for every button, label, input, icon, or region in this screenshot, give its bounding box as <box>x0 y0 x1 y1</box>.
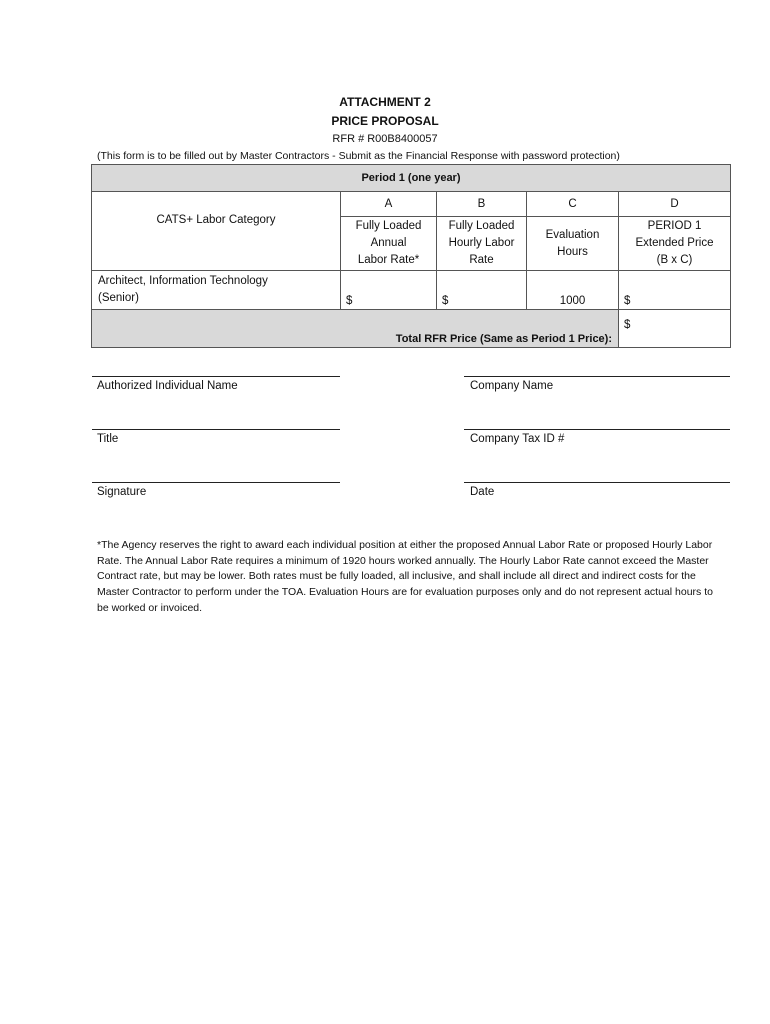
company-name-label: Company Name <box>470 380 554 392</box>
labor-category-line2: (Senior) <box>98 292 139 304</box>
attachment-title: ATTACHMENT 2 <box>339 95 431 109</box>
instructions-text: (This form is to be filled out by Master Contractors - Submit as the Financial Response with password protection) <box>97 150 620 162</box>
annual-rate-field[interactable]: $ <box>341 271 437 310</box>
col-a-letter: A <box>341 192 437 217</box>
labor-category-line1: Architect, Information Technology <box>98 275 268 287</box>
col-a-header-line2: Annual <box>370 237 407 249</box>
col-c-letter: C <box>527 192 619 217</box>
authorized-name-label: Authorized Individual Name <box>97 380 238 392</box>
tax-id-label: Company Tax ID # <box>470 433 565 445</box>
col-a-header <box>341 217 437 271</box>
title-label: Title <box>97 433 119 445</box>
signature-line[interactable] <box>92 482 340 483</box>
table-row <box>92 271 731 310</box>
category-header: CATS+ Labor Category <box>92 192 341 271</box>
period-header: Period 1 (one year) <box>92 165 731 192</box>
col-a-header-line3: Labor Rate* <box>357 254 420 266</box>
rfr-number: RFR # R00B8400057 <box>332 133 438 145</box>
col-c-header <box>527 217 619 271</box>
evaluation-hours-cell: 1000 <box>527 271 619 310</box>
company-name-line[interactable] <box>464 376 730 377</box>
signature-label: Signature <box>97 486 147 498</box>
col-d-letter: D <box>619 192 731 217</box>
col-d-header <box>619 217 731 271</box>
col-b-header-line3: Rate <box>469 254 494 266</box>
extended-price-field[interactable]: $ <box>619 271 731 310</box>
col-d-header-line2: Extended Price <box>635 237 714 249</box>
price-proposal-title: PRICE PROPOSAL <box>331 114 439 128</box>
date-label: Date <box>470 486 495 498</box>
date-line[interactable] <box>464 482 730 483</box>
tax-id-line[interactable] <box>464 429 730 430</box>
col-b-letter: B <box>437 192 527 217</box>
footnote: *The Agency reserves the right to award each individual position at either the proposed Annual Labor Rate or proposed Hourly Labor Rate. The Annual Labor Rate requires a minimum of 1920 hours worked annually. The Hourly Labor Rate cannot exceed the Master Contract rate, but may be lower. Both rates must be fully loaded, all inclusive, and shall include all direct and indirect costs for the Master Contractor to perform under the TOA. Evaluation Hours are for evaluation purposes only and do not represent actual hours to be worked or invoiced. <box>97 539 713 614</box>
col-a-header-line1: Fully Loaded <box>355 220 422 232</box>
col-c-header-line1: Evaluation <box>545 228 600 241</box>
col-b-header-line2: Hourly Labor <box>448 237 515 249</box>
col-c-header-line2: Hours <box>557 245 588 258</box>
col-d-header-line3: (B x C) <box>656 254 693 266</box>
hourly-rate-field[interactable]: $ <box>437 271 527 310</box>
price-table <box>91 164 731 348</box>
col-b-header <box>437 217 527 271</box>
total-price-field[interactable]: $ <box>619 310 731 348</box>
col-b-header-line1: Fully Loaded <box>448 220 515 232</box>
col-d-header-line1: PERIOD 1 <box>647 220 702 232</box>
title-line[interactable] <box>92 429 340 430</box>
authorized-name-line[interactable] <box>92 376 340 377</box>
total-label: Total RFR Price (Same as Period 1 Price): <box>92 310 619 348</box>
labor-category-cell <box>92 271 341 310</box>
